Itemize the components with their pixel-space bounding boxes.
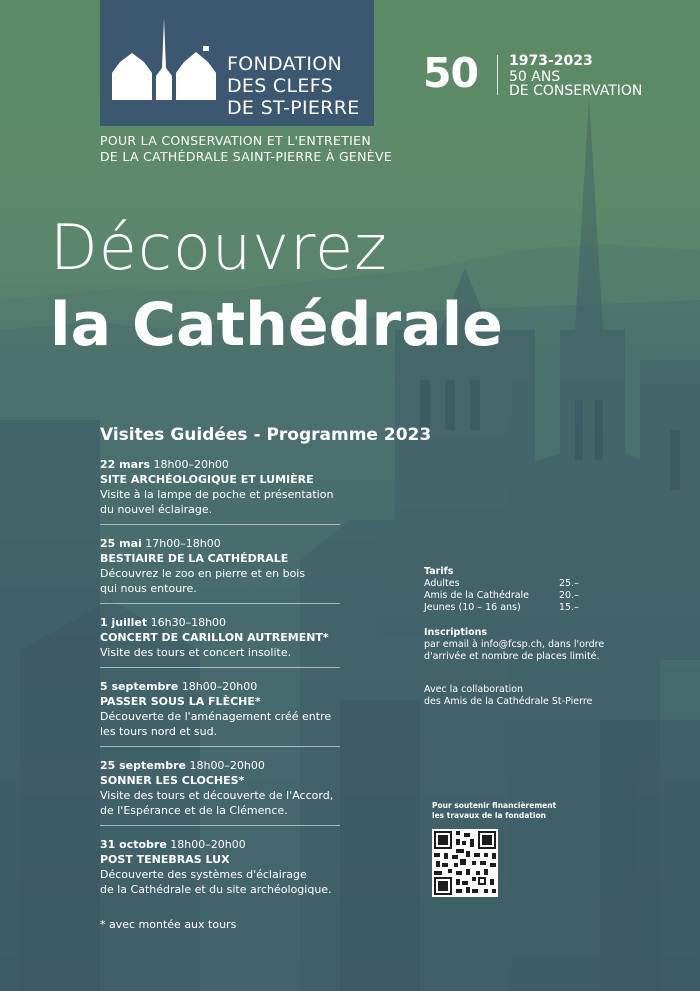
info-panel — [424, 566, 604, 708]
event-description: Découverte des systèmes d'éclairage — [100, 868, 307, 881]
program-heading: Visites Guidées - Programme 2023 — [100, 425, 432, 445]
event-name: SITE ARCHÉOLOGIQUE ET LUMIÈRE — [100, 473, 314, 486]
event-item — [100, 679, 340, 739]
event-date: 22 mars — [100, 458, 150, 471]
collaboration-line-1: Avec la collaboration — [424, 684, 524, 695]
event-divider — [100, 825, 340, 826]
logo-block — [100, 0, 374, 126]
event-list — [100, 457, 340, 897]
event-item — [100, 536, 340, 596]
inscriptions-block — [424, 627, 604, 663]
event-item — [100, 457, 340, 517]
title-line-2: la Cathédrale — [50, 290, 503, 360]
anniversary-number: 50 — [423, 49, 479, 97]
tarif-price: 15.– — [559, 602, 579, 613]
event-description: de la Cathédrale et du site archéologique. — [100, 883, 332, 896]
event-datetime — [100, 615, 340, 630]
tarif-label: Adultes — [424, 578, 460, 589]
event-description: Découvrez le zoo en pierre et en bois — [100, 567, 306, 580]
tarif-price: 25.– — [559, 578, 579, 589]
tarif-row — [424, 590, 594, 602]
event-name: PASSER SOUS LA FLÈCHE* — [100, 695, 261, 708]
logo-line-2: DES CLEFS — [227, 75, 333, 97]
event-description: les tours nord et sud. — [100, 725, 218, 738]
inscriptions-line-2: d'arrivée et nombre de places limité. — [424, 651, 600, 662]
event-divider — [100, 667, 340, 668]
event-divider — [100, 746, 340, 747]
event-date: 25 septembre — [100, 759, 186, 772]
event-description: qui nous entoure. — [100, 582, 197, 595]
collaboration-block — [424, 684, 604, 708]
mission-line-1: POUR LA CONSERVATION ET L'ENTRETIEN — [100, 133, 371, 148]
event-time: 18h00–20h00 — [189, 759, 265, 772]
event-time: 18h00–20h00 — [181, 680, 258, 693]
logo-line-1: FONDATION — [227, 53, 342, 75]
event-datetime — [100, 758, 340, 773]
anniversary-divider — [497, 55, 498, 95]
event-datetime — [100, 679, 340, 694]
event-item — [100, 837, 340, 897]
mission-line-2: DE LA CATHÉDRALE SAINT-PIERRE À GENÈVE — [100, 149, 393, 164]
event-date: 25 mai — [100, 537, 142, 550]
inscriptions-heading: Inscriptions — [424, 627, 488, 638]
support-line-2: les travaux de la fondation — [432, 811, 546, 820]
tarif-row — [424, 602, 594, 614]
tarif-price: 20.– — [559, 590, 579, 601]
event-time: 18h00–20h00 — [153, 458, 229, 471]
event-description: du nouvel éclairage. — [100, 503, 213, 516]
collaboration-line-2: des Amis de la Cathédrale St-Pierre — [424, 696, 593, 707]
event-item — [100, 615, 340, 660]
tarif-label: Amis de la Cathédrale — [424, 590, 530, 601]
event-divider — [100, 524, 340, 525]
tarifs-heading: Tarifs — [424, 566, 454, 577]
event-name: POST TENEBRAS LUX — [100, 853, 230, 866]
event-datetime — [100, 837, 340, 852]
tarifs-block — [424, 566, 604, 614]
footnote: * avec montée aux tours — [100, 918, 237, 931]
support-line-1: Pour soutenir financièrement — [432, 801, 557, 810]
event-datetime — [100, 457, 340, 472]
event-description: de l'Espérance et de la Clémence. — [100, 804, 288, 817]
event-date: 5 septembre — [100, 680, 179, 693]
logo-line-3: DE ST-PIERRE — [227, 97, 360, 119]
tarif-row — [424, 578, 594, 590]
qr-code-icon[interactable] — [432, 829, 498, 897]
event-item — [100, 758, 340, 818]
event-date: 31 octobre — [100, 838, 167, 851]
title-line-1: Découvrez — [50, 211, 388, 284]
event-name: CONCERT DE CARILLON AUTREMENT* — [100, 631, 329, 644]
event-time: 17h00–18h00 — [145, 537, 221, 550]
anniversary-line-2: 50 ANS — [509, 69, 561, 85]
anniversary-years: 1973-2023 — [509, 53, 593, 69]
inscriptions-line-1[interactable]: par email à info@fcsp.ch, dans l'ordre — [424, 639, 605, 650]
cathedral-logo-icon — [110, 18, 220, 100]
tarif-label: Jeunes (10 – 16 ans) — [424, 602, 521, 613]
event-description: Visite des tours et concert insolite. — [100, 646, 292, 659]
event-time: 16h30–18h00 — [150, 616, 227, 629]
support-text — [432, 801, 556, 821]
anniversary-line-3: DE CONSERVATION — [509, 83, 643, 99]
event-description: Visite à la lampe de poche et présentation — [100, 488, 334, 501]
event-description: Découverte de l'aménagement créé entre — [100, 710, 332, 723]
event-description: Visite des tours et découverte de l'Accord, — [100, 789, 334, 802]
event-datetime — [100, 536, 340, 551]
event-name: SONNER LES CLOCHES* — [100, 774, 245, 787]
event-time: 18h00–20h00 — [170, 838, 246, 851]
event-date: 1 juillet — [100, 616, 148, 629]
event-divider — [100, 603, 340, 604]
event-name: BESTIAIRE DE LA CATHÉDRALE — [100, 552, 289, 565]
